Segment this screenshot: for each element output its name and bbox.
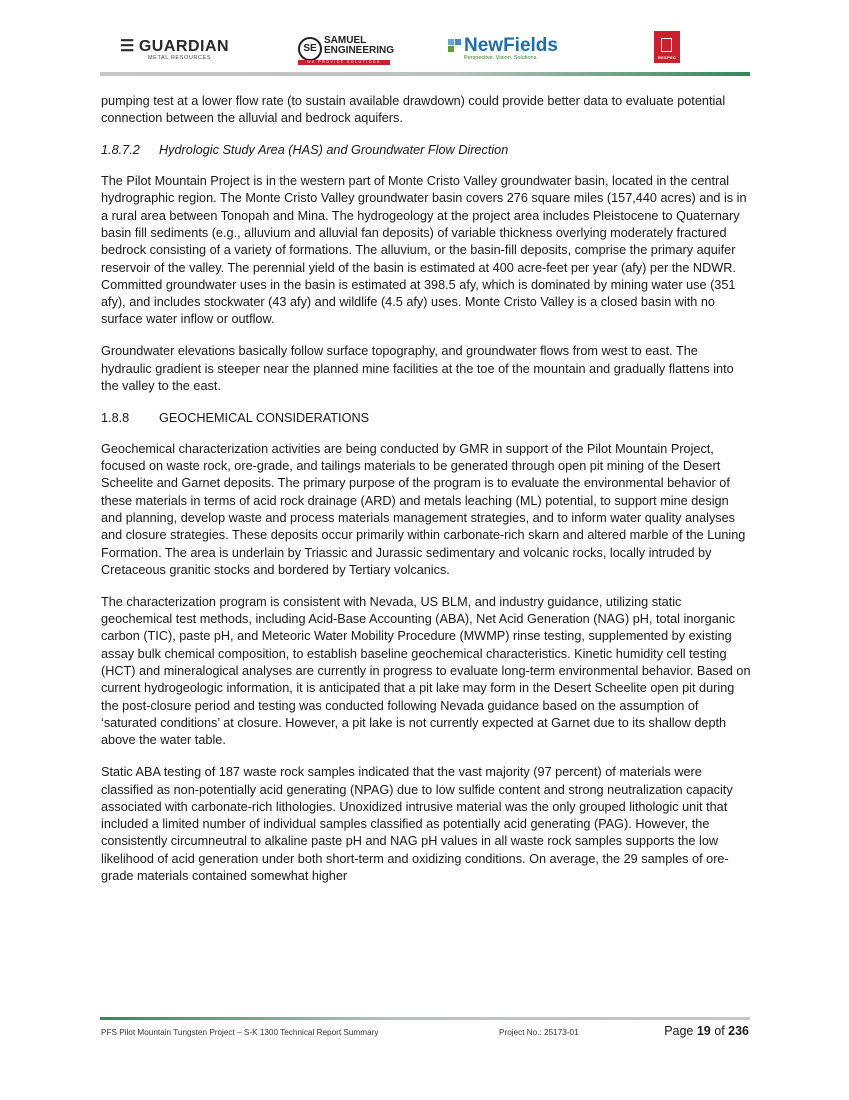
paragraph: Groundwater elevations basically follow surface topography, and groundwater flows from west to east. The hydraulic gradient is steeper near the planned mine facilities at the toe of the mountain and gradually flattens into the valley to the east.: [101, 344, 734, 394]
guardian-bars-icon: ☰: [120, 38, 135, 55]
samuel-tagline: WE PROVIDE SOLUTIONS: [307, 60, 381, 64]
paragraph: pumping test at a lower flow rate (to sustain available drawdown) could provide better data to evaluate potential connection between the alluvial and bedrock aquifers.: [101, 94, 726, 126]
page-header: [100, 30, 750, 72]
section-heading: [101, 410, 751, 427]
samuel-initials: SE: [298, 37, 322, 61]
page-current: 19: [696, 1024, 711, 1038]
guardian-logo-sub: METAL RESOURCES: [148, 55, 212, 61]
newfields-square-icon: [455, 39, 461, 45]
footer-report-title: PFS Pilot Mountain Tungsten Project – S-K 1300 Technical Report Summary: [101, 1028, 379, 1037]
guardian-logo-name: GUARDIAN: [138, 38, 230, 55]
page-of: of: [710, 1024, 729, 1038]
paragraph: The characterization program is consistent with Nevada, US BLM, and industry guidance, utilizing static geochemical test methods, including Acid-Base Accounting (ABA), Net Acid Generation (NAG) pH, total inorganic carbon (TIC), paste pH, and Meteoric Water Mobility Procedure (MWMP) rinse testing, supplemented by existing assay bulk chemical composition, to establish baseline geochemical characteristics. Kinetic humidity cell testing (HCT) and mineralogical analyses are currently in progress to evaluate long-term environmental behavior. Based on current hydrogeologic information, it is anticipated that a pit lake may form in the Desert Scheelite open pit during the post-closure period and testing was conducted following Nevada guidance based on the assumption of ‘saturated conditions’ at closure. However, a pit lake is not currently expected at Garnet due to its shallow depth above the water table.: [101, 594, 751, 748]
newfields-tagline: Perspective. Vision. Solutions.: [464, 55, 538, 61]
section-number: 1.8.7.2: [101, 143, 140, 158]
page-number: [664, 1024, 749, 1038]
page-footer: [101, 1024, 751, 1044]
samuel-line2: ENGINEERING: [324, 45, 395, 56]
page-total: 236: [728, 1024, 749, 1038]
section-number: 1.8.8: [101, 411, 130, 426]
samuel-tagline-bar: [298, 60, 390, 65]
header-rule: [100, 72, 750, 76]
paragraph: The Pilot Mountain Project is in the western part of Monte Cristo Valley groundwater basin, located in the central hydrographic region. The Monte Cristo Valley groundwater basin covers 276 square miles (157,440 acres) and is in a rural area between Tonopah and Mina. The hydrogeology at the project area includes Pleistocene to Quaternary basin fill sediments (e.g., alluvium and alluvial fan deposits) of variable thickness overlying moderately fractured bedrock consisting of a variety of formations. The alluvium, or the basin-fill deposits, comprise the primary aquifer reservoir of the valley. The perennial yield of the basin is estimated at 400 acre-feet per year (afy) per the NDWR. Committed groundwater uses in the basin is estimated at 398.5 afy, which is dominated by mining water use (351 afy), and includes stockwater (43 afy) and wildlife (4.5 afy) uses. Monte Cristo Valley is a closed basin with no surface water inflow or outflow.: [101, 174, 747, 327]
section-title: GEOCHEMICAL CONSIDERATIONS: [159, 411, 370, 426]
footer-project-number: Project No.: 25173-01: [499, 1028, 579, 1037]
newfields-name: NewFields: [464, 35, 558, 56]
section-heading: [101, 142, 751, 159]
respec-logo: [654, 31, 680, 63]
newfields-square-icon: [448, 39, 454, 45]
guardian-logo: [120, 36, 229, 61]
footer-rule: [100, 1017, 750, 1020]
page-body: [101, 93, 751, 900]
respec-mark-icon: [661, 38, 672, 52]
page-prefix: Page: [664, 1024, 697, 1038]
section-title: Hydrologic Study Area (HAS) and Groundwater Flow Direction: [159, 143, 509, 158]
samuel-line1: SAMUEL: [324, 35, 367, 46]
newfields-square-icon: [448, 46, 454, 52]
paragraph: Static ABA testing of 187 waste rock samples indicated that the vast majority (97 percent) of materials were classified as non-potentially acid generating (NPAG) due to low sulfide content and strong neutralization capacity associated with carbonate-rich lithologies. Unoxidized intrusive material was the only grouped lithologic unit that included a limited number of individual samples classified as potentially acid generating (PAG). However, the consistently circumneutral to alkaline paste pH and NAG pH values in all waste rock samples supports the low likelihood of acid generation under both short-term and oxidizing conditions. On average, the 29 samples of ore-grade materials contained somewhat higher: [101, 765, 733, 884]
paragraph: Geochemical characterization activities are being conducted by GMR in support of the Pilot Mountain Project, focused on waste rock, ore-grade, and tailings materials to be generated through open pit mining of the Desert Scheelite and Garnet deposits. The primary purpose of the program is to evaluate the environmental behavior of these materials in terms of acid rock drainage (ARD) and metals leaching (ML) potential, to support mine design and planning, develop waste and process materials management strategies, and to inform water quality analyses and closure strategies. These deposits occur primarily within carbonate-rich skarn and altered marble of the Luning Formation. The area is underlain by Triassic and Jurassic sedimentary and volcanic rocks, locally intruded by Cretaceous granitic stocks and bordered by Tertiary volcanics.: [101, 441, 746, 577]
respec-name: RESPEC: [657, 55, 677, 60]
